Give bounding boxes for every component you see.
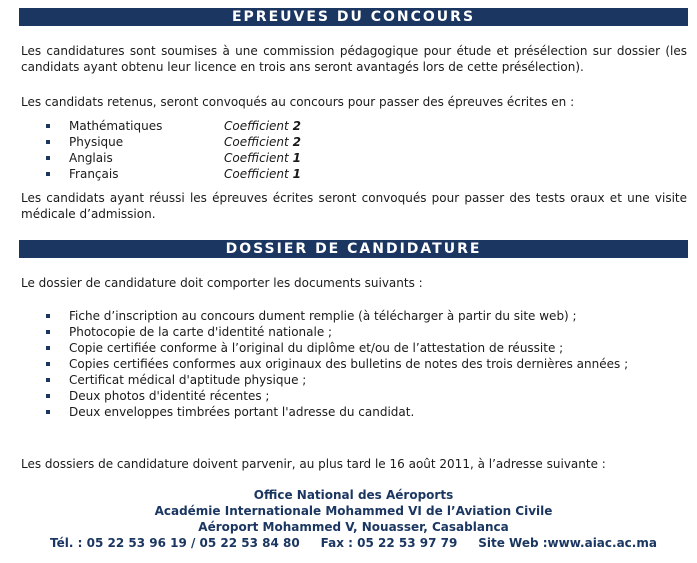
subject-coefficient: Coefficient 2 bbox=[224, 135, 301, 149]
deadline-paragraph: Les dossiers de candidature doivent parvenir, au plus tard le 16 août 2011, à l’adresse suivante : bbox=[21, 457, 606, 471]
subject-coefficient: Coefficient 1 bbox=[224, 151, 301, 165]
subject-name: Mathématiques bbox=[69, 119, 163, 133]
subject-item bbox=[44, 166, 684, 182]
document-item: Certificat médical d'aptitude physique ; bbox=[44, 372, 684, 388]
subject-item bbox=[44, 118, 684, 134]
document-item: Copies certifiées conformes aux originaux des bulletins de notes des trois dernières années ; bbox=[44, 356, 684, 372]
subject-name: Anglais bbox=[69, 151, 113, 165]
subject-item bbox=[44, 134, 684, 150]
address-location: Aéroport Mohammed V, Nouasser, Casablanca bbox=[198, 520, 509, 534]
convocation-paragraph: Les candidats retenus, seront convoqués au concours pour passer des épreuves écrites en : bbox=[21, 95, 575, 109]
documents-list bbox=[44, 308, 684, 420]
subject-coefficient: Coefficient 1 bbox=[224, 167, 301, 181]
document-item: Fiche d’inscription au concours dument remplie (à télécharger à partir du site web) ; bbox=[44, 308, 684, 324]
document-item: Deux photos d'identité récentes ; bbox=[44, 388, 684, 404]
section-header-epreuves: EPREUVES DU CONCOURS bbox=[19, 8, 688, 26]
section-header-dossier: DOSSIER DE CANDIDATURE bbox=[19, 240, 688, 258]
subject-name: Français bbox=[69, 167, 119, 181]
intro-paragraph: Les candidatures sont soumises à une commission pédagogique pour étude et présélection sur dossier (les candidats ayant obtenu leur licence en trois ans seront avantagés lors de cette présélection). bbox=[21, 44, 687, 74]
subject-item bbox=[44, 150, 684, 166]
address-academy: Académie Internationale Mohammed VI de l’Aviation Civile bbox=[154, 504, 553, 518]
oral-paragraph: Les candidats ayant réussi les épreuves écrites seront convoqués pour passer des tests oraux et une visite médicale d’admission. bbox=[21, 191, 687, 221]
subjects-list bbox=[44, 118, 684, 182]
address-contacts: Tél. : 05 22 53 96 19 / 05 22 53 84 80 Fax : 05 22 53 97 79 Site Web :www.aiac.ac.ma bbox=[50, 536, 657, 550]
address-organization: Office National des Aéroports bbox=[253, 488, 454, 502]
document-item: Deux enveloppes timbrées portant l'adresse du candidat. bbox=[44, 404, 684, 420]
dossier-intro: Le dossier de candidature doit comporter les documents suivants : bbox=[21, 276, 423, 290]
document-item: Copie certifiée conforme à l’original du diplôme et/ou de l’attestation de réussite ; bbox=[44, 340, 684, 356]
subject-name: Physique bbox=[69, 135, 124, 149]
document-item: Photocopie de la carte d'identité nationale ; bbox=[44, 324, 684, 340]
subject-coefficient: Coefficient 2 bbox=[224, 119, 301, 133]
address-block bbox=[19, 487, 688, 551]
